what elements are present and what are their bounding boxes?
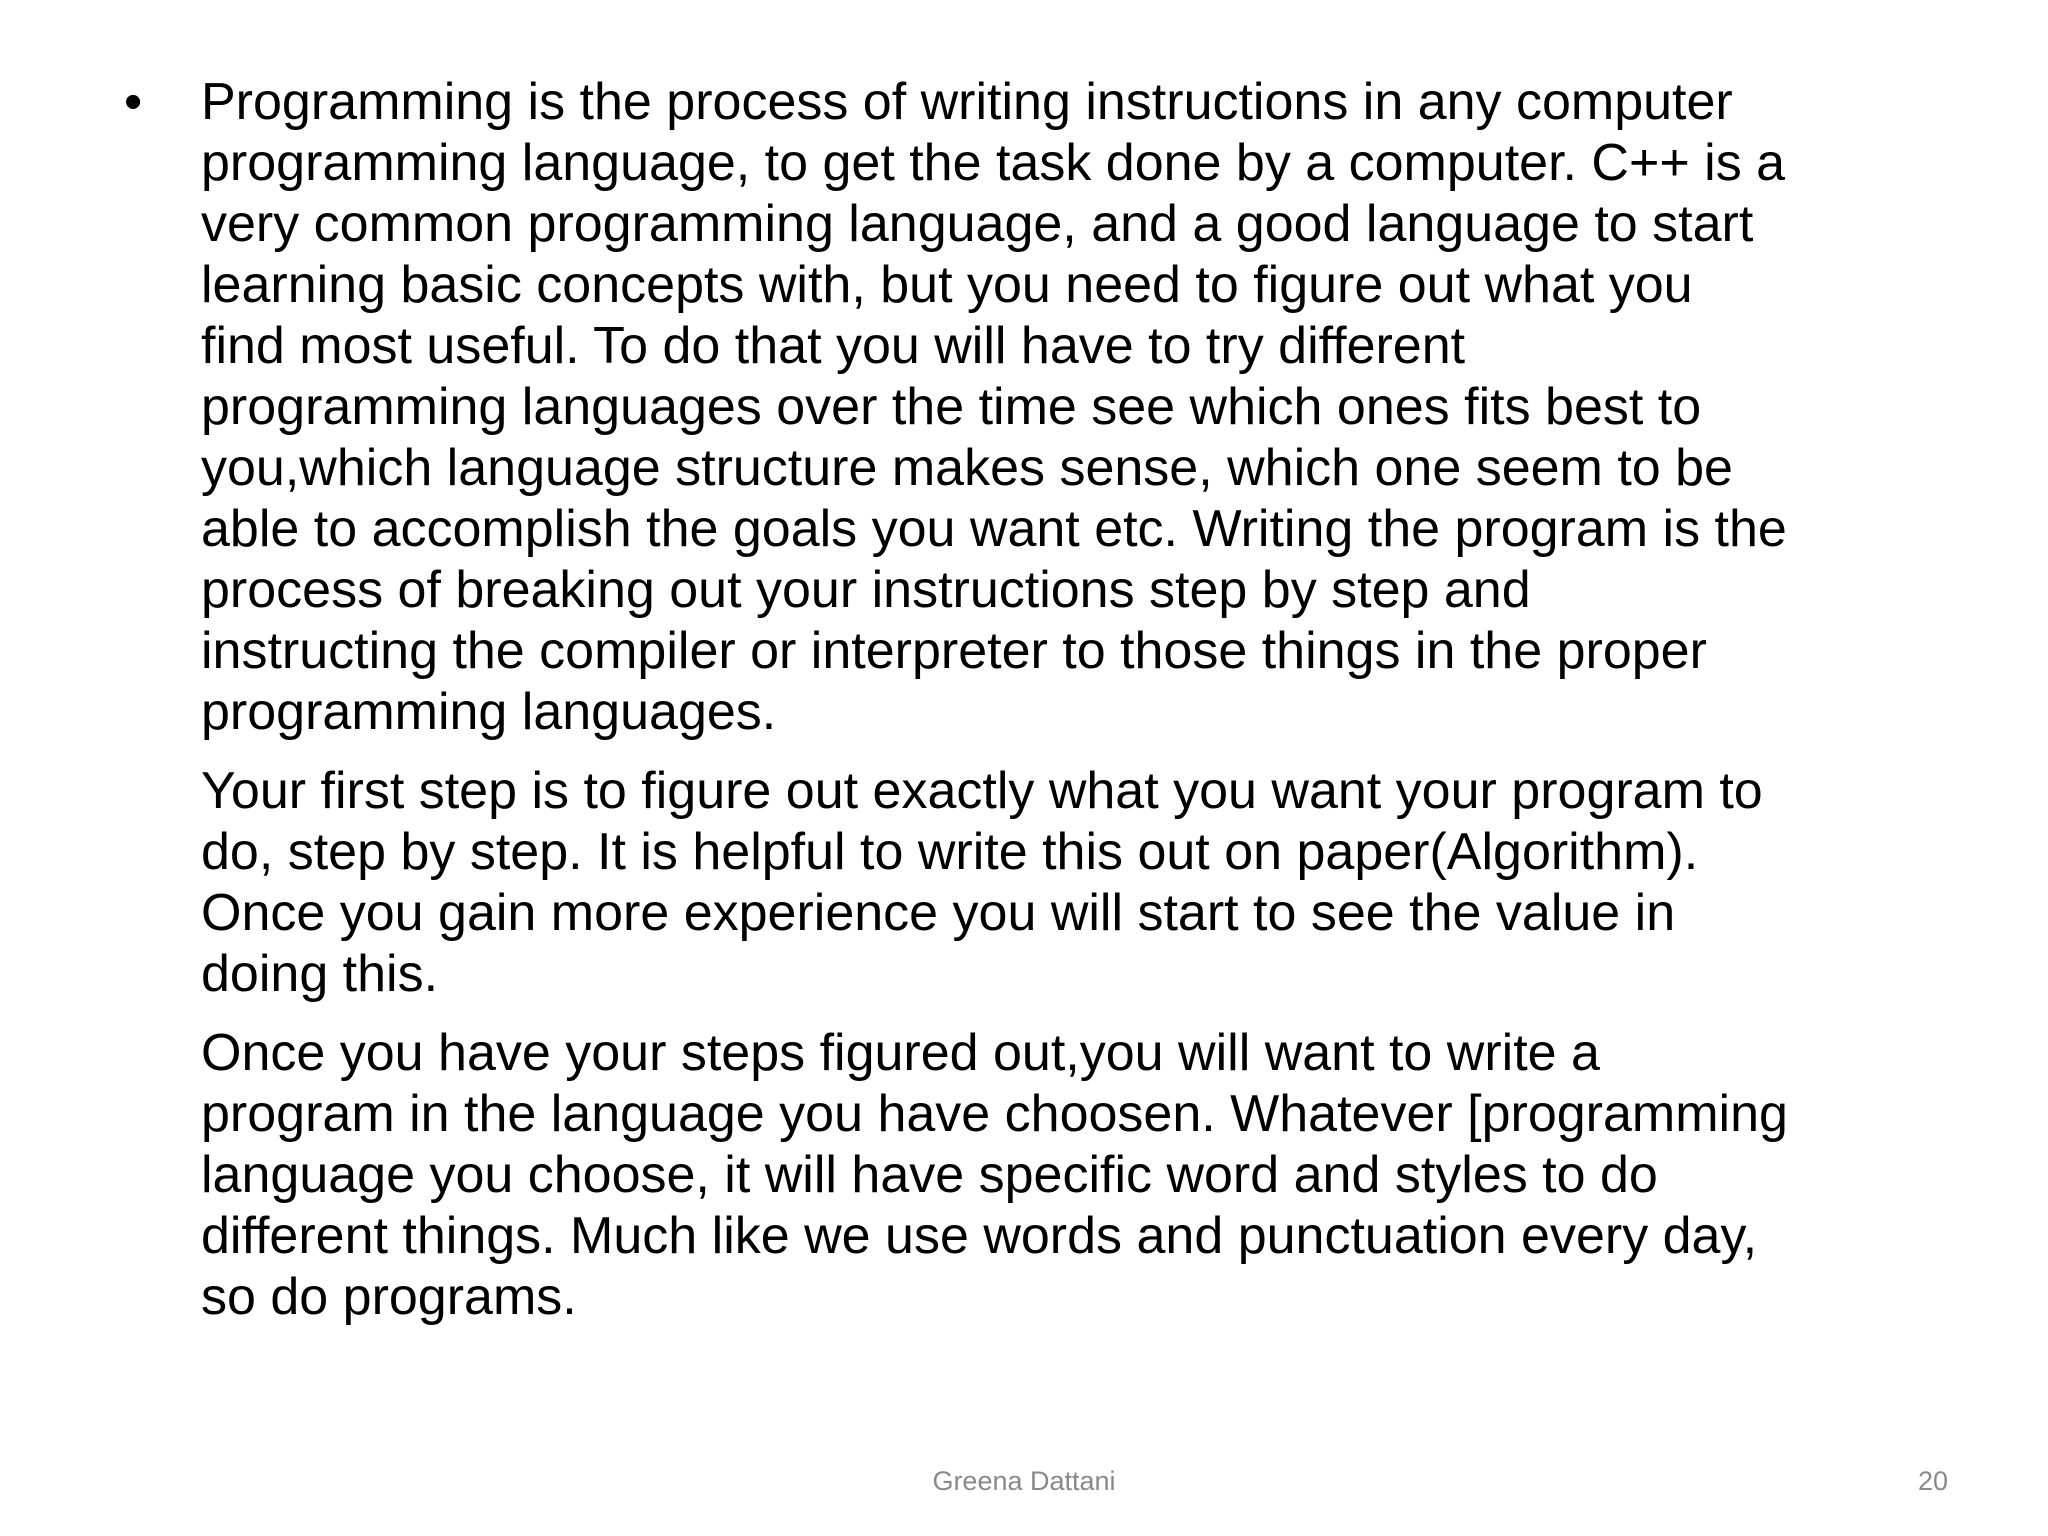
text-line: Once you gain more experience you will start to see the value in [201,884,1676,942]
text-line: learning basic concepts with, but you need to figure out what you [201,256,1693,314]
text-line: Your first step is to figure out exactly what you want your program to [201,762,1763,820]
text-line: different things. Much like we use words and punctuation every day, [201,1207,1758,1265]
text-line: programming language, to get the task done by a computer. C++ is a [201,134,1786,192]
text-line: process of breaking out your instructions step by step and [201,561,1531,619]
text-line: so do programs. [201,1268,577,1326]
text-line: find most useful. To do that you will have to try different [201,317,1466,375]
slide-body [0,72,2048,1346]
text-line: program in the language you have choosen. Whatever [programming [201,1085,1788,1143]
footer-author: Greena Dattani [932,1466,1116,1496]
text-line: Programming is the process of writing instructions in any computer [201,73,1733,131]
text-line: able to accomplish the goals you want etc. Writing the program is the [201,500,1787,558]
bullet-icon: • [124,73,143,131]
text-line: programming languages. [201,683,777,741]
text-line: Once you have your steps figured out,you will want to write a [201,1024,1600,1082]
text-line: language you choose, it will have specific word and styles to do [201,1146,1658,1204]
text-line: you,which language structure makes sense, which one seem to be [201,439,1733,497]
text-line: programming languages over the time see which ones fits best to [201,378,1702,436]
text-line: very common programming language, and a good language to start [201,195,1754,253]
paragraph-3 [0,1023,2048,1328]
text-line: instructing the compiler or interpreter to those things in the proper [201,622,1707,680]
text-line: doing this. [201,945,439,1003]
slide-number: 20 [1917,1466,1948,1496]
text-line: do, step by step. It is helpful to write this out on paper(Algorithm). [201,823,1699,881]
paragraph-2 [0,761,2048,1005]
paragraph-1 [0,72,2048,743]
